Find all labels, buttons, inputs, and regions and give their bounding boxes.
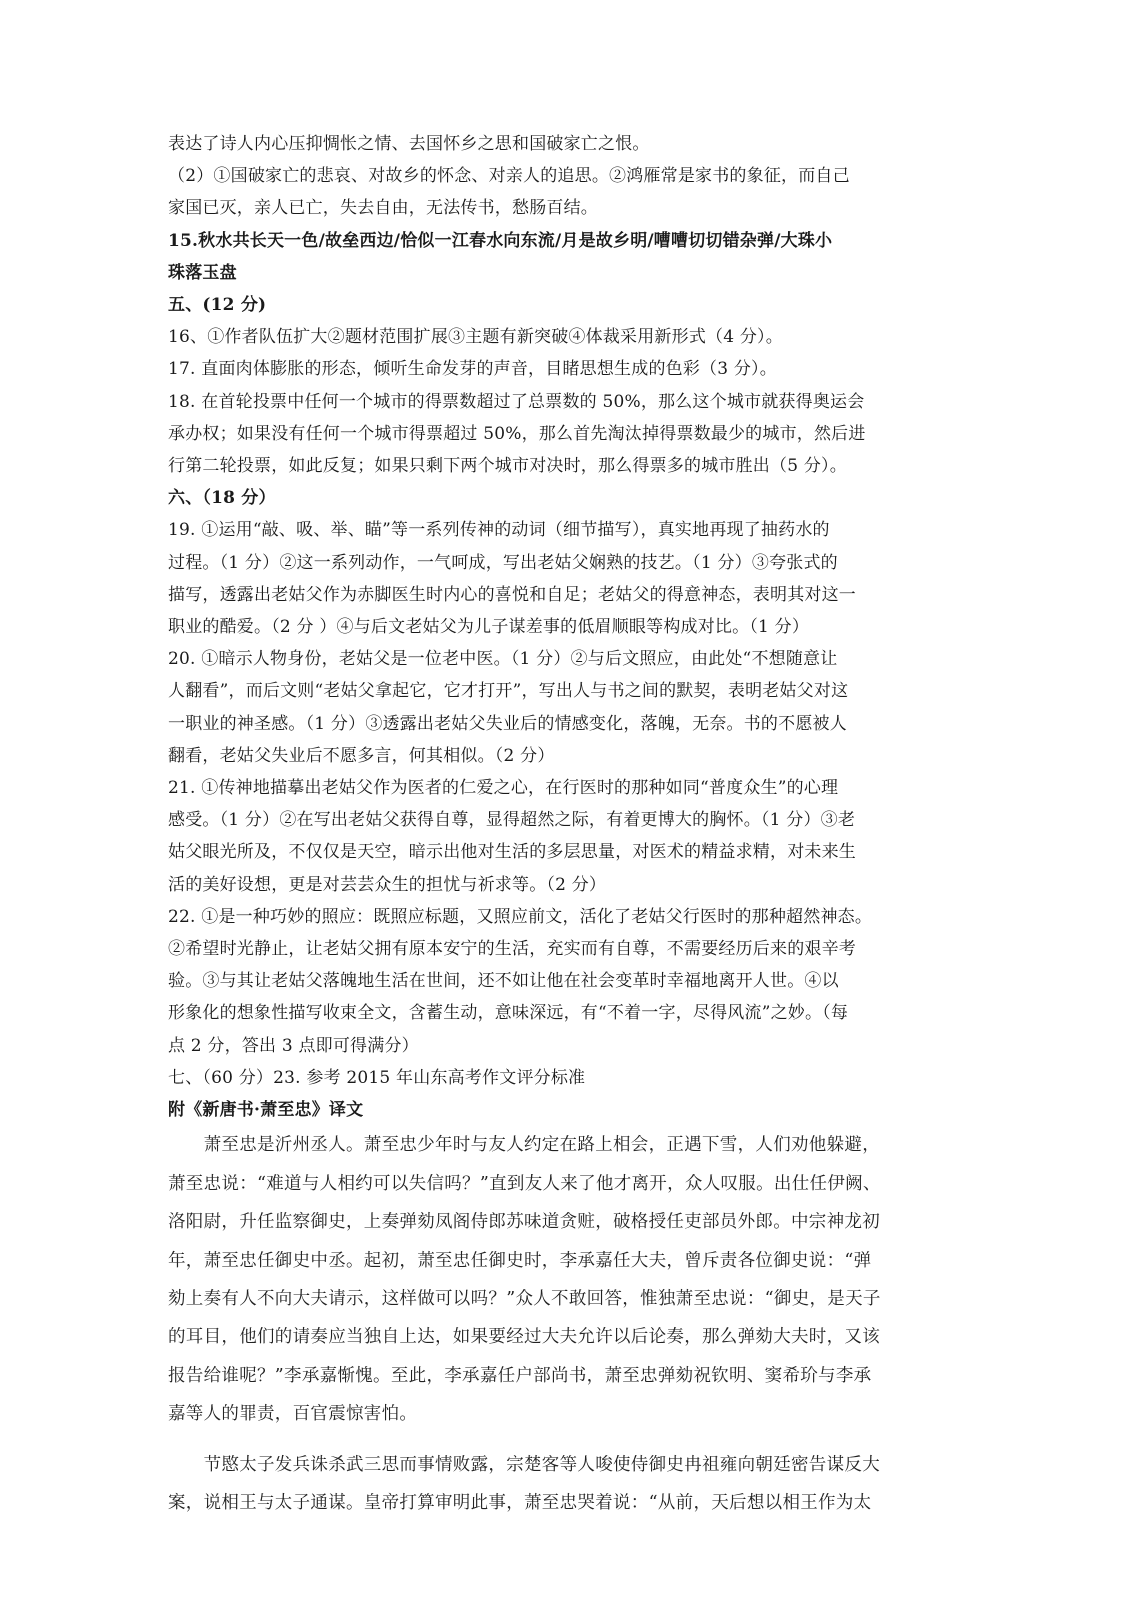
translation-section — [168, 1126, 958, 1522]
answer-line: 17. 直面肉体膨胀的形态，倾听生命发芽的声音，目睹思想生成的色彩（3 分）。 — [168, 359, 777, 380]
translation-line: 劾上奏有人不向大夫请示，这样做可以吗？”众人不敢回答，惟独萧至忠说：“御史，是天子 — [168, 1288, 881, 1309]
answer-line: 描写，透露出老姑父作为赤脚医生时内心的喜悦和自足；老姑父的得意神态，表明其对这一 — [168, 584, 856, 605]
answer-line: 22. ①是一种巧妙的照应：既照应标题，又照应前文，活化了老姑父行医时的那种超然神态。 — [168, 906, 873, 927]
translation-line: 洛阳尉，升任监察御史，上奏弹劾凤阁侍郎苏味道贪赃，破格授任吏部员外郎。中宗神龙初 — [168, 1212, 880, 1233]
answer-line: 附《新唐书·萧至忠》译文 — [168, 1100, 364, 1121]
answer-line: 18. 在首轮投票中任何一个城市的得票数超过了总票数的 50%，那么这个城市就获得奥运会 — [168, 391, 865, 412]
translation-line: 年，萧至忠任御史中丞。起初，萧至忠任御史时，李承嘉任大夫，曾斥责各位御史说：“弹 — [168, 1250, 872, 1271]
page-content — [168, 128, 958, 1522]
answer-line: 人翻看”，而后文则“老姑父拿起它，它才打开”，写出人与书之间的默契，表明老姑父对这 — [168, 681, 849, 702]
answer-line: 形象化的想象性描写收束全文，含蓄生动，意味深远，有“不着一字，尽得风流”之妙。（每 — [168, 1003, 849, 1024]
answer-line: 验。③与其让老姑父落魄地生活在世间，还不如让他在社会变革时幸福地离开人世。④以 — [168, 971, 839, 992]
answer-line: 表达了诗人内心压抑惆怅之情、去国怀乡之思和国破家亡之恨。 — [168, 134, 650, 154]
answer-line: 21. ①传神地描摹出老姑父作为医者的仁爱之心，在行医时的那种如同“普度众生”的心理 — [168, 778, 839, 799]
translation-line: 节愍太子发兵诛杀武三思而事情败露，宗楚客等人唆使侍御史冉祖雍向朝廷密告谋反大 — [168, 1454, 880, 1475]
answer-line: 16、①作者队伍扩大②题材范围扩展③主题有新突破④体裁采用新形式（4 分）。 — [168, 327, 783, 348]
translation-paragraph-1 — [168, 1126, 958, 1433]
translation-line: 案，说相王与太子通谋。皇帝打算审明此事，萧至忠哭着说：“从前，天后想以相王作为太 — [168, 1492, 872, 1513]
answer-line: （2）①国破家亡的悲哀、对故乡的怀念、对亲人的追思。②鸿雁常是家书的象征，而自己 — [168, 166, 850, 187]
translation-line: 萧至忠说：“难道与人相约可以失信吗？”直到友人来了他才离开，众人叹服。出仕任伊阙、 — [168, 1173, 881, 1194]
answer-line: 行第二轮投票，如此反复；如果只剩下两个城市对决时，那么得票多的城市胜出（5 分）。 — [168, 456, 847, 477]
answer-line: 翻看，老姑父失业后不愿多言，何其相似。（2 分） — [168, 745, 555, 766]
answer-line: 20. ①暗示人物身份，老姑父是一位老中医。（1 分）②与后文照应，由此处“不想随意让 — [168, 649, 838, 670]
answer-line: 职业的酷爱。（2 分 ）④与后文老姑父为儿子谋差事的低眉顺眼等构成对比。（1 分） — [168, 617, 810, 638]
answer-line: 五、(12 分) — [168, 295, 267, 316]
answer-line: 点 2 分，答出 3 点即可得满分） — [168, 1035, 419, 1056]
answer-line: 珠落玉盘 — [168, 262, 237, 283]
answer-line: 19. ①运用“敲、吸、举、瞄”等一系列传神的动词（细节描写），真实地再现了抽药水的 — [168, 520, 830, 541]
answer-line: 七、（60 分）23. 参考 2015 年山东高考作文评分标准 — [168, 1067, 586, 1088]
translation-paragraph-2 — [168, 1446, 958, 1523]
answer-line: 过程。（1 分）②这一系列动作，一气呵成，写出老姑父娴熟的技艺。（1 分）③夸张式的 — [168, 552, 838, 573]
answer-line: 家国已灭，亲人已亡，失去自由，无法传书，愁肠百结。 — [168, 198, 598, 219]
answer-line: 一职业的神圣感。（1 分）③透露出老姑父失业后的情感变化，落魄，无奈。书的不愿被人 — [168, 713, 847, 734]
answer-line: ②希望时光静止，让老姑父拥有原本安宁的生活，充实而有自尊，不需要经历后来的艰辛考 — [168, 939, 856, 960]
translation-line: 嘉等人的罪责，百官震惊害怕。 — [168, 1404, 418, 1425]
translation-line: 的耳目，他们的请奏应当独自上达，如果要经过大夫允许以后论奏，那么弹劾大夫时，又该 — [168, 1327, 880, 1348]
answer-line: 承办权；如果没有任何一个城市得票超过 50%，那么首先淘汰掉得票数最少的城市，然后进 — [168, 423, 866, 444]
answer-line: 15.秋水共长天一色/故垒西边/恰似一江春水向东流/月是故乡明/嘈嘈切切错杂弹/大珠小 — [168, 230, 833, 251]
answer-line: 姑父眼光所及，不仅仅是天空，暗示出他对生活的多层思量，对医术的精益求精，对未来生 — [168, 842, 856, 863]
answer-line: 六、（18 分） — [168, 488, 276, 509]
translation-line: 萧至忠是沂州丞人。萧至忠少年时与友人约定在路上相会，正遇下雪，人们劝他躲避， — [168, 1135, 880, 1156]
answer-line: 活的美好设想，更是对芸芸众生的担忧与祈求等。（2 分） — [168, 874, 607, 895]
answer-line: 感受。（1 分）②在写出老姑父获得自尊，显得超然之际，有着更博大的胸怀。（1 分）③老 — [168, 810, 856, 831]
translation-line: 报告给谁呢？”李承嘉惭愧。至此，李承嘉任户部尚书，萧至忠弹劾祝钦明、窦希玠与李承 — [168, 1365, 872, 1386]
answer-key-section — [168, 128, 958, 1126]
